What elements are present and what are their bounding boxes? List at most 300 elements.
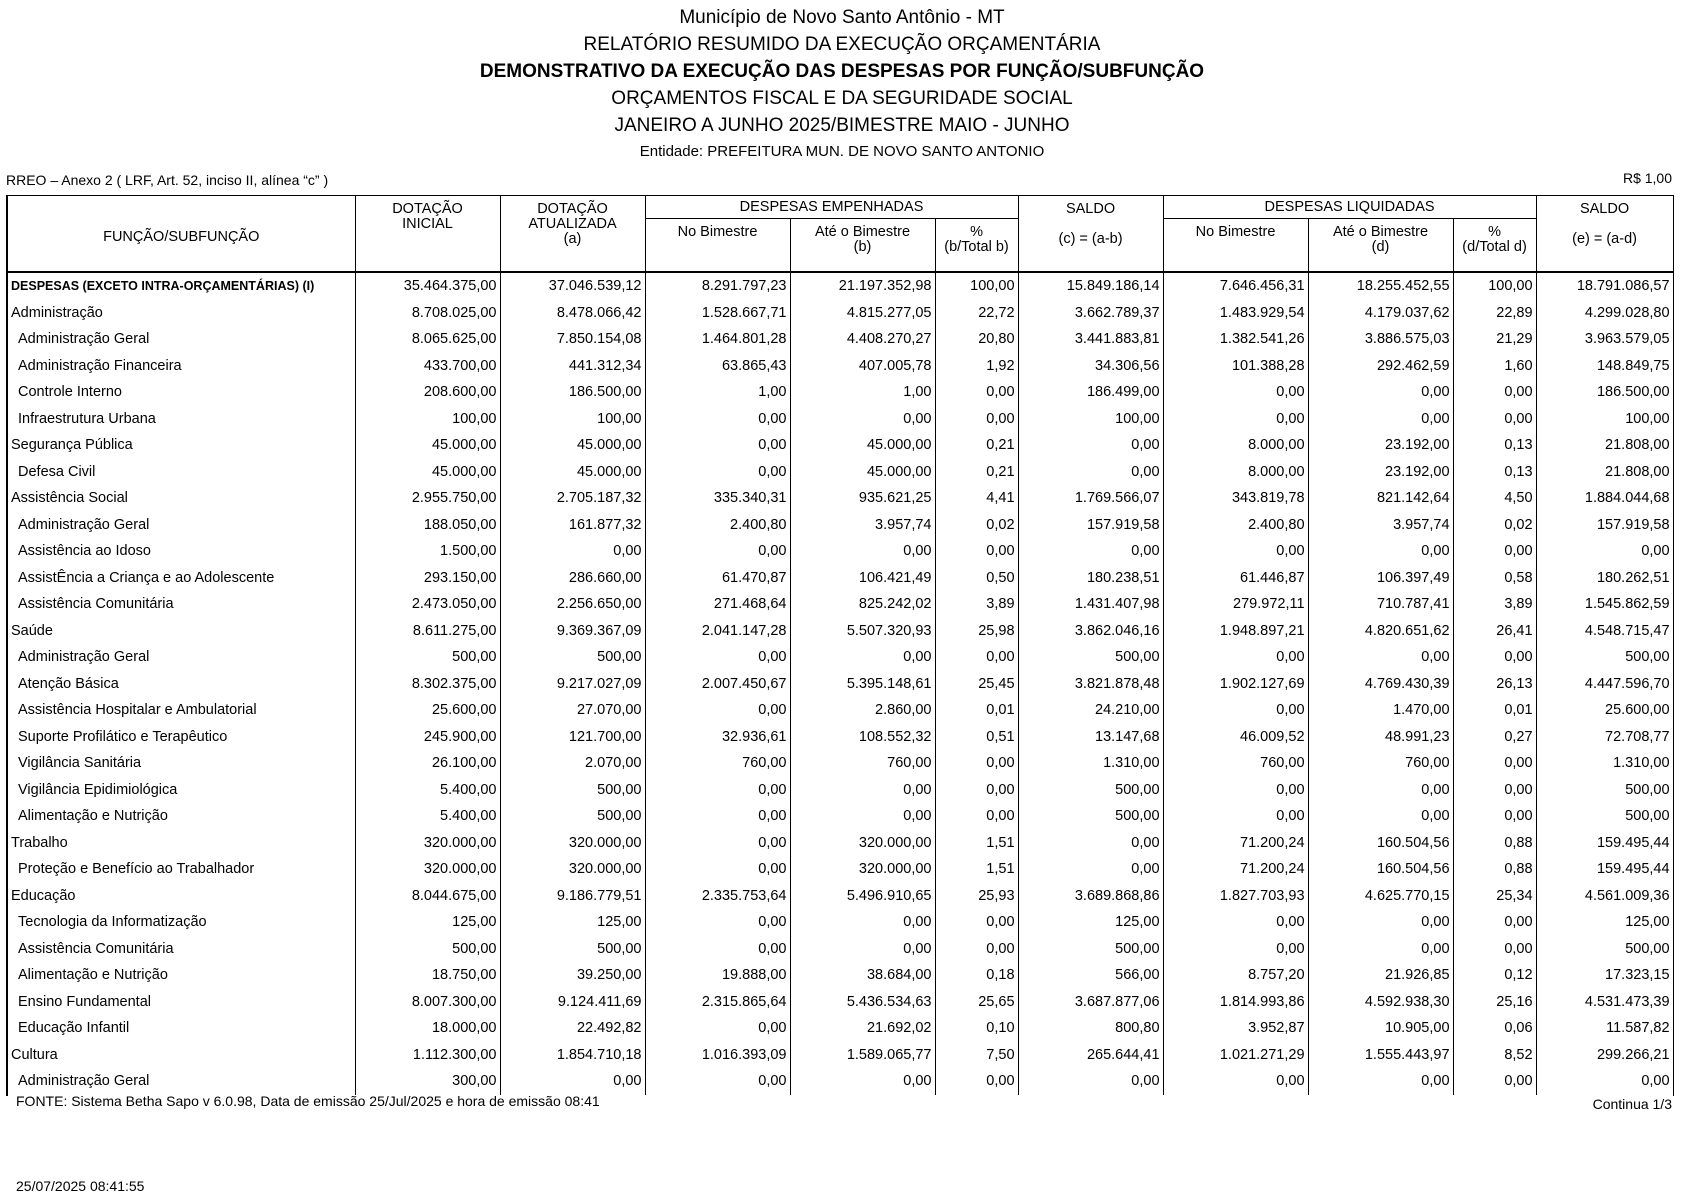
- subfunction-row: [7, 803, 1673, 830]
- value-cell: 45.000,00: [355, 459, 500, 486]
- value-cell: 0,00: [790, 538, 935, 565]
- emission-timestamp: 25/07/2025 08:41:55: [16, 1178, 145, 1194]
- value-cell: 2.070,00: [500, 750, 645, 777]
- value-cell: 25,65: [935, 989, 1018, 1016]
- value-cell: 1,60: [1453, 353, 1536, 380]
- value-cell: 271.468,64: [645, 591, 790, 618]
- value-cell: 245.900,00: [355, 724, 500, 751]
- row-label: Administração Geral: [7, 644, 355, 671]
- value-cell: 3.689.868,86: [1018, 883, 1163, 910]
- value-cell: 3.952,87: [1163, 1015, 1308, 1042]
- value-cell: 5.507.320,93: [790, 618, 935, 645]
- row-label: AssistÊncia a Criança e ao Adolescente: [7, 565, 355, 592]
- value-cell: 160.504,56: [1308, 830, 1453, 857]
- row-label: Controle Interno: [7, 379, 355, 406]
- value-cell: 1.464.801,28: [645, 326, 790, 353]
- value-cell: 500,00: [355, 936, 500, 963]
- value-cell: 0,00: [935, 909, 1018, 936]
- value-cell: 13.147,68: [1018, 724, 1163, 751]
- value-cell: 25,93: [935, 883, 1018, 910]
- value-cell: 0,00: [1163, 644, 1308, 671]
- value-cell: 821.142,64: [1308, 485, 1453, 512]
- value-cell: 1,00: [645, 379, 790, 406]
- value-cell: 100,00: [1453, 272, 1536, 300]
- row-label: Administração Geral: [7, 512, 355, 539]
- value-cell: 4.592.938,30: [1308, 989, 1453, 1016]
- value-cell: 0,00: [645, 538, 790, 565]
- value-cell: 37.046.539,12: [500, 272, 645, 300]
- value-cell: 8.302.375,00: [355, 671, 500, 698]
- value-cell: 19.888,00: [645, 962, 790, 989]
- value-cell: 1.589.065,77: [790, 1042, 935, 1069]
- value-cell: 0,27: [1453, 724, 1536, 751]
- value-cell: 4.179.037,62: [1308, 300, 1453, 327]
- value-cell: 8.611.275,00: [355, 618, 500, 645]
- value-cell: 0,00: [790, 777, 935, 804]
- value-cell: 125,00: [1018, 909, 1163, 936]
- value-cell: 0,00: [1453, 538, 1536, 565]
- value-cell: 0,00: [645, 803, 790, 830]
- period-subtitle: JANEIRO A JUNHO 2025/BIMESTRE MAIO - JUNHO: [614, 115, 1070, 136]
- value-cell: 21.692,02: [790, 1015, 935, 1042]
- subfunction-row: [7, 565, 1673, 592]
- value-cell: 25.600,00: [1536, 697, 1673, 724]
- subfunction-row: [7, 379, 1673, 406]
- row-label: Ensino Fundamental: [7, 989, 355, 1016]
- value-cell: 45.000,00: [790, 432, 935, 459]
- value-cell: 18.255.452,55: [1308, 272, 1453, 300]
- value-cell: 21.808,00: [1536, 432, 1673, 459]
- col-group-liquidadas: DESPESAS LIQUIDADAS: [1163, 196, 1536, 219]
- value-cell: 320.000,00: [355, 856, 500, 883]
- value-cell: 0,00: [1308, 777, 1453, 804]
- subfunction-row: [7, 936, 1673, 963]
- value-cell: 1.769.566,07: [1018, 485, 1163, 512]
- value-cell: 0,02: [1453, 512, 1536, 539]
- subfunction-row: [7, 962, 1673, 989]
- value-cell: 500,00: [1536, 777, 1673, 804]
- value-cell: 0,00: [645, 936, 790, 963]
- value-cell: 500,00: [500, 644, 645, 671]
- value-cell: 0,13: [1453, 432, 1536, 459]
- value-cell: 320.000,00: [355, 830, 500, 857]
- value-cell: 8.044.675,00: [355, 883, 500, 910]
- value-cell: 18.750,00: [355, 962, 500, 989]
- value-cell: 0,00: [1308, 644, 1453, 671]
- value-cell: 8.000,00: [1163, 432, 1308, 459]
- subfunction-row: [7, 1068, 1673, 1095]
- row-label: Vigilância Epidimiológica: [7, 777, 355, 804]
- value-cell: 0,00: [1453, 379, 1536, 406]
- value-cell: 0,00: [645, 432, 790, 459]
- value-cell: 0,00: [1308, 406, 1453, 433]
- value-cell: 25,45: [935, 671, 1018, 698]
- subfunction-row: [7, 538, 1673, 565]
- row-label: Suporte Profilático e Terapêutico: [7, 724, 355, 751]
- value-cell: 760,00: [1308, 750, 1453, 777]
- value-cell: 0,00: [935, 644, 1018, 671]
- subfunction-row: [7, 326, 1673, 353]
- value-cell: 0,00: [1453, 936, 1536, 963]
- value-cell: 0,00: [1536, 1068, 1673, 1095]
- value-cell: 279.972,11: [1163, 591, 1308, 618]
- value-cell: 8.708.025,00: [355, 300, 500, 327]
- value-cell: 3.441.883,81: [1018, 326, 1163, 353]
- value-cell: 100,00: [355, 406, 500, 433]
- entity-label: Entidade: PREFEITURA MUN. DE NOVO SANTO ANTONIO: [639, 143, 1045, 160]
- row-label: Trabalho: [7, 830, 355, 857]
- value-cell: 1.470,00: [1308, 697, 1453, 724]
- value-cell: 3.886.575,03: [1308, 326, 1453, 353]
- value-cell: 0,00: [645, 856, 790, 883]
- value-cell: 0,00: [1163, 777, 1308, 804]
- function-row: [7, 830, 1673, 857]
- value-cell: 0,00: [1018, 459, 1163, 486]
- value-cell: 0,00: [935, 538, 1018, 565]
- expense-table: [6, 195, 1674, 1096]
- row-label: Cultura: [7, 1042, 355, 1069]
- col-liq-bimestre: No Bimestre: [1163, 219, 1308, 273]
- value-cell: 0,00: [1308, 538, 1453, 565]
- value-cell: 63.865,43: [645, 353, 790, 380]
- value-cell: 72.708,77: [1536, 724, 1673, 751]
- value-cell: 0,00: [500, 1068, 645, 1095]
- value-cell: 320.000,00: [790, 830, 935, 857]
- value-cell: 101.388,28: [1163, 353, 1308, 380]
- value-cell: 2.955.750,00: [355, 485, 500, 512]
- value-cell: 1.112.300,00: [355, 1042, 500, 1069]
- value-cell: 3.957,74: [1308, 512, 1453, 539]
- value-cell: 0,00: [1163, 697, 1308, 724]
- value-cell: 188.050,00: [355, 512, 500, 539]
- value-cell: 4.769.430,39: [1308, 671, 1453, 698]
- value-cell: 21.197.352,98: [790, 272, 935, 300]
- value-cell: 10.905,00: [1308, 1015, 1453, 1042]
- subfunction-row: [7, 724, 1673, 751]
- value-cell: 0,00: [1018, 856, 1163, 883]
- value-cell: 1.431.407,98: [1018, 591, 1163, 618]
- value-cell: 157.919,58: [1018, 512, 1163, 539]
- value-cell: 1.021.271,29: [1163, 1042, 1308, 1069]
- value-cell: 0,00: [1536, 538, 1673, 565]
- value-cell: 2.473.050,00: [355, 591, 500, 618]
- value-cell: 1,51: [935, 830, 1018, 857]
- value-cell: 0,00: [935, 750, 1018, 777]
- col-liq-percent: % (d/Total d): [1453, 219, 1536, 273]
- col-group-empenhadas: DESPESAS EMPENHADAS: [645, 196, 1018, 219]
- value-cell: 100,00: [1018, 406, 1163, 433]
- subfunction-row: [7, 1015, 1673, 1042]
- value-cell: 500,00: [500, 777, 645, 804]
- value-cell: 160.504,56: [1308, 856, 1453, 883]
- value-cell: 343.819,78: [1163, 485, 1308, 512]
- col-emp-bimestre: No Bimestre: [645, 219, 790, 273]
- value-cell: 0,12: [1453, 962, 1536, 989]
- value-cell: 935.621,25: [790, 485, 935, 512]
- value-cell: 180.262,51: [1536, 565, 1673, 592]
- value-cell: 9.217.027,09: [500, 671, 645, 698]
- row-label: Proteção e Benefício ao Trabalhador: [7, 856, 355, 883]
- source-note: FONTE: Sistema Betha Sapo v 6.0.98, Data de emissão 25/Jul/2025 e hora de emissão 08:41: [16, 1093, 600, 1109]
- value-cell: 0,00: [790, 803, 935, 830]
- value-cell: 186.500,00: [500, 379, 645, 406]
- row-label: Defesa Civil: [7, 459, 355, 486]
- value-cell: 45.000,00: [355, 432, 500, 459]
- value-cell: 0,00: [1308, 803, 1453, 830]
- col-emp-percent: % (b/Total b): [935, 219, 1018, 273]
- value-cell: 157.919,58: [1536, 512, 1673, 539]
- value-cell: 0,00: [790, 936, 935, 963]
- value-cell: 8.007.300,00: [355, 989, 500, 1016]
- value-cell: 159.495,44: [1536, 830, 1673, 857]
- value-cell: 0,00: [1453, 750, 1536, 777]
- value-cell: 1.555.443,97: [1308, 1042, 1453, 1069]
- value-cell: 320.000,00: [500, 856, 645, 883]
- value-cell: 441.312,34: [500, 353, 645, 380]
- value-cell: 4.447.596,70: [1536, 671, 1673, 698]
- subfunction-row: [7, 644, 1673, 671]
- value-cell: 21,29: [1453, 326, 1536, 353]
- col-dotacao-inicial: DOTAÇÃO INICIAL: [355, 196, 500, 273]
- row-label: Administração Financeira: [7, 353, 355, 380]
- value-cell: 0,00: [935, 803, 1018, 830]
- value-cell: 2.041.147,28: [645, 618, 790, 645]
- value-cell: 35.464.375,00: [355, 272, 500, 300]
- currency-unit: R$ 1,00: [1622, 170, 1672, 186]
- value-cell: 800,80: [1018, 1015, 1163, 1042]
- subfunction-row: [7, 750, 1673, 777]
- value-cell: 1,92: [935, 353, 1018, 380]
- value-cell: 18.791.086,57: [1536, 272, 1673, 300]
- value-cell: 1.483.929,54: [1163, 300, 1308, 327]
- value-cell: 22.492,82: [500, 1015, 645, 1042]
- value-cell: 292.462,59: [1308, 353, 1453, 380]
- value-cell: 0,13: [1453, 459, 1536, 486]
- value-cell: 4.548.715,47: [1536, 618, 1673, 645]
- value-cell: 17.323,15: [1536, 962, 1673, 989]
- subfunction-row: [7, 591, 1673, 618]
- value-cell: 5.395.148,61: [790, 671, 935, 698]
- value-cell: 106.397,49: [1308, 565, 1453, 592]
- statement-title: DEMONSTRATIVO DA EXECUÇÃO DAS DESPESAS POR FUNÇÃO/SUBFUNÇÃO: [479, 61, 1205, 82]
- value-cell: 1.814.993,86: [1163, 989, 1308, 1016]
- value-cell: 0,00: [1018, 830, 1163, 857]
- value-cell: 0,00: [1163, 1068, 1308, 1095]
- value-cell: 3.963.579,05: [1536, 326, 1673, 353]
- subfunction-row: [7, 909, 1673, 936]
- value-cell: 433.700,00: [355, 353, 500, 380]
- col-funcao: FUNÇÃO/SUBFUNÇÃO: [7, 196, 355, 273]
- function-row: [7, 300, 1673, 327]
- value-cell: 0,00: [1308, 936, 1453, 963]
- value-cell: 0,00: [645, 830, 790, 857]
- value-cell: 8.291.797,23: [645, 272, 790, 300]
- value-cell: 9.124.411,69: [500, 989, 645, 1016]
- value-cell: 0,00: [500, 538, 645, 565]
- value-cell: 0,00: [1018, 1068, 1163, 1095]
- value-cell: 4,50: [1453, 485, 1536, 512]
- value-cell: 500,00: [1018, 803, 1163, 830]
- value-cell: 7.646.456,31: [1163, 272, 1308, 300]
- value-cell: 300,00: [355, 1068, 500, 1095]
- value-cell: 760,00: [1163, 750, 1308, 777]
- value-cell: 320.000,00: [500, 830, 645, 857]
- value-cell: 2.256.650,00: [500, 591, 645, 618]
- row-label: Vigilância Sanitária: [7, 750, 355, 777]
- row-label: Infraestrutura Urbana: [7, 406, 355, 433]
- value-cell: 1.884.044,68: [1536, 485, 1673, 512]
- value-cell: 71.200,24: [1163, 830, 1308, 857]
- value-cell: 5.400,00: [355, 777, 500, 804]
- value-cell: 4.561.009,36: [1536, 883, 1673, 910]
- value-cell: 3,89: [1453, 591, 1536, 618]
- col-emp-ate-bimestre: Até o Bimestre (b): [790, 219, 935, 273]
- row-label: DESPESAS (EXCETO INTRA-ORÇAMENTÁRIAS) (I): [7, 272, 355, 300]
- value-cell: 0,50: [935, 565, 1018, 592]
- function-row: [7, 432, 1673, 459]
- value-cell: 8,52: [1453, 1042, 1536, 1069]
- value-cell: 20,80: [935, 326, 1018, 353]
- value-cell: 8.757,20: [1163, 962, 1308, 989]
- value-cell: 0,00: [1163, 538, 1308, 565]
- value-cell: 286.660,00: [500, 565, 645, 592]
- value-cell: 186.499,00: [1018, 379, 1163, 406]
- value-cell: 0,00: [1453, 777, 1536, 804]
- value-cell: 1.528.667,71: [645, 300, 790, 327]
- value-cell: 1.948.897,21: [1163, 618, 1308, 645]
- value-cell: 27.070,00: [500, 697, 645, 724]
- value-cell: 500,00: [500, 803, 645, 830]
- value-cell: 0,00: [1018, 538, 1163, 565]
- value-cell: 4.408.270,27: [790, 326, 935, 353]
- value-cell: 3.687.877,06: [1018, 989, 1163, 1016]
- value-cell: 38.684,00: [790, 962, 935, 989]
- value-cell: 26,13: [1453, 671, 1536, 698]
- value-cell: 0,58: [1453, 565, 1536, 592]
- budgets-subtitle: ORÇAMENTOS FISCAL E DA SEGURIDADE SOCIAL: [611, 88, 1073, 109]
- annex-reference: RREO – Anexo 2 ( LRF, Art. 52, inciso II, alínea “c” ): [6, 172, 329, 188]
- value-cell: 0,51: [935, 724, 1018, 751]
- value-cell: 0,00: [1453, 909, 1536, 936]
- value-cell: 0,00: [1308, 1068, 1453, 1095]
- value-cell: 0,00: [1163, 406, 1308, 433]
- value-cell: 0,00: [1453, 803, 1536, 830]
- value-cell: 1.827.703,93: [1163, 883, 1308, 910]
- value-cell: 159.495,44: [1536, 856, 1673, 883]
- value-cell: 1.545.862,59: [1536, 591, 1673, 618]
- subfunction-row: [7, 671, 1673, 698]
- value-cell: 1.902.127,69: [1163, 671, 1308, 698]
- page-continuation: Continua 1/3: [1592, 1096, 1672, 1112]
- value-cell: 15.849.186,14: [1018, 272, 1163, 300]
- value-cell: 5.496.910,65: [790, 883, 935, 910]
- value-cell: 4,41: [935, 485, 1018, 512]
- value-cell: 2.335.753,64: [645, 883, 790, 910]
- value-cell: 710.787,41: [1308, 591, 1453, 618]
- value-cell: 3.821.878,48: [1018, 671, 1163, 698]
- row-label: Assistência ao Idoso: [7, 538, 355, 565]
- value-cell: 3,89: [935, 591, 1018, 618]
- col-dotacao-atualizada: DOTAÇÃO ATUALIZADA (a): [500, 196, 645, 273]
- report-title: RELATÓRIO RESUMIDO DA EXECUÇÃO ORÇAMENTÁRIA: [583, 34, 1101, 55]
- value-cell: 2.705.187,32: [500, 485, 645, 512]
- row-label: Administração Geral: [7, 326, 355, 353]
- value-cell: 2.860,00: [790, 697, 935, 724]
- value-cell: 39.250,00: [500, 962, 645, 989]
- value-cell: 500,00: [1536, 936, 1673, 963]
- value-cell: 500,00: [1018, 777, 1163, 804]
- value-cell: 34.306,56: [1018, 353, 1163, 380]
- value-cell: 0,00: [645, 406, 790, 433]
- value-cell: 7,50: [935, 1042, 1018, 1069]
- row-label: Assistência Social: [7, 485, 355, 512]
- value-cell: 1.310,00: [1536, 750, 1673, 777]
- value-cell: 0,02: [935, 512, 1018, 539]
- value-cell: 8.065.625,00: [355, 326, 500, 353]
- subfunction-row: [7, 459, 1673, 486]
- value-cell: 1,00: [790, 379, 935, 406]
- value-cell: 125,00: [1536, 909, 1673, 936]
- value-cell: 320.000,00: [790, 856, 935, 883]
- value-cell: 0,21: [935, 459, 1018, 486]
- value-cell: 0,21: [935, 432, 1018, 459]
- subfunction-row: [7, 856, 1673, 883]
- value-cell: 3.862.046,16: [1018, 618, 1163, 645]
- function-row: [7, 485, 1673, 512]
- value-cell: 0,06: [1453, 1015, 1536, 1042]
- row-label: Atenção Básica: [7, 671, 355, 698]
- value-cell: 0,00: [790, 406, 935, 433]
- value-cell: 45.000,00: [790, 459, 935, 486]
- col-saldo-e: SALDO (e) = (a-d): [1536, 196, 1673, 273]
- value-cell: 335.340,31: [645, 485, 790, 512]
- value-cell: 0,01: [1453, 697, 1536, 724]
- value-cell: 407.005,78: [790, 353, 935, 380]
- value-cell: 0,00: [935, 936, 1018, 963]
- value-cell: 4.815.277,05: [790, 300, 935, 327]
- value-cell: 500,00: [1536, 803, 1673, 830]
- value-cell: 8.000,00: [1163, 459, 1308, 486]
- value-cell: 26,41: [1453, 618, 1536, 645]
- value-cell: 0,00: [1018, 432, 1163, 459]
- value-cell: 25.600,00: [355, 697, 500, 724]
- value-cell: 108.552,32: [790, 724, 935, 751]
- function-row: [7, 1042, 1673, 1069]
- value-cell: 100,00: [1536, 406, 1673, 433]
- value-cell: 46.009,52: [1163, 724, 1308, 751]
- value-cell: 0,10: [935, 1015, 1018, 1042]
- value-cell: 25,16: [1453, 989, 1536, 1016]
- value-cell: 48.991,23: [1308, 724, 1453, 751]
- value-cell: 7.850.154,08: [500, 326, 645, 353]
- row-label: Educação: [7, 883, 355, 910]
- value-cell: 23.192,00: [1308, 432, 1453, 459]
- value-cell: 18.000,00: [355, 1015, 500, 1042]
- value-cell: 5.400,00: [355, 803, 500, 830]
- value-cell: 61.470,87: [645, 565, 790, 592]
- value-cell: 0,00: [1453, 644, 1536, 671]
- row-label: Administração Geral: [7, 1068, 355, 1095]
- value-cell: 2.315.865,64: [645, 989, 790, 1016]
- value-cell: 0,00: [935, 777, 1018, 804]
- row-label: Alimentação e Nutrição: [7, 962, 355, 989]
- subfunction-row: [7, 697, 1673, 724]
- municipality-title: Município de Novo Santo Antônio - MT: [679, 7, 1005, 28]
- value-cell: 45.000,00: [500, 459, 645, 486]
- value-cell: 0,00: [1163, 909, 1308, 936]
- row-label: Assistência Hospitalar e Ambulatorial: [7, 697, 355, 724]
- value-cell: 4.299.028,80: [1536, 300, 1673, 327]
